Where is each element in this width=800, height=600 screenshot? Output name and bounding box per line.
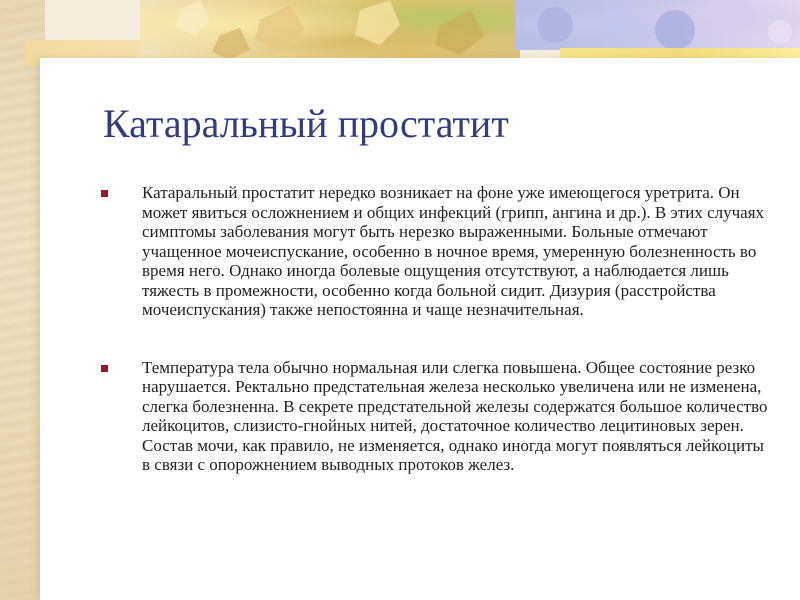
flowers-image xyxy=(515,0,800,50)
square-bullet-icon xyxy=(101,365,108,372)
square-bullet-icon xyxy=(101,190,108,197)
bullet-item xyxy=(100,358,780,475)
flowers-photo-strip xyxy=(515,0,800,50)
leaves-image xyxy=(140,0,520,62)
bullet-text: Температура тела обычно нормальная или слегка повышена. Общее состояние резко нарушается. Ректально предстательная железа несколько увеличена или не изменена, слегка болезненна. В секрете предстательной железы содержатся большое количество лейкоцитов, слизисто-гнойных нитей, достаточное количество лецитиновых зерен. Состав мочи, как правило, не изменяется, однако иногда могут появляться лейкоциты в связи с опорожнением выводных протоков желез. xyxy=(142,357,768,474)
parchment-strip xyxy=(0,0,45,600)
leaves-photo-strip xyxy=(140,0,520,62)
slide-title: Катаральный простатит xyxy=(103,101,509,146)
bullet-list xyxy=(100,183,780,475)
bullet-item xyxy=(100,183,780,320)
bullet-text: Катаральный простатит нередко возникает на фоне уже имеющегося уретрита. Он может явиться осложнением и общих инфекций (грипп, ангина и др.). В этих случаях симптомы заболевания могут быть нерезко выраженными. Больные отмечают учащенное мочеиспускание, особенно в ночное время, умеренную болезненность во время него. Однако иногда болевые ощущения отсутствуют, а наблюдается лишь тяжесть в промежности, особенно когда больной сидит. Дизурия (расстройства мочеиспускания) также непостоянна и чаще незначительная. xyxy=(142,183,765,319)
